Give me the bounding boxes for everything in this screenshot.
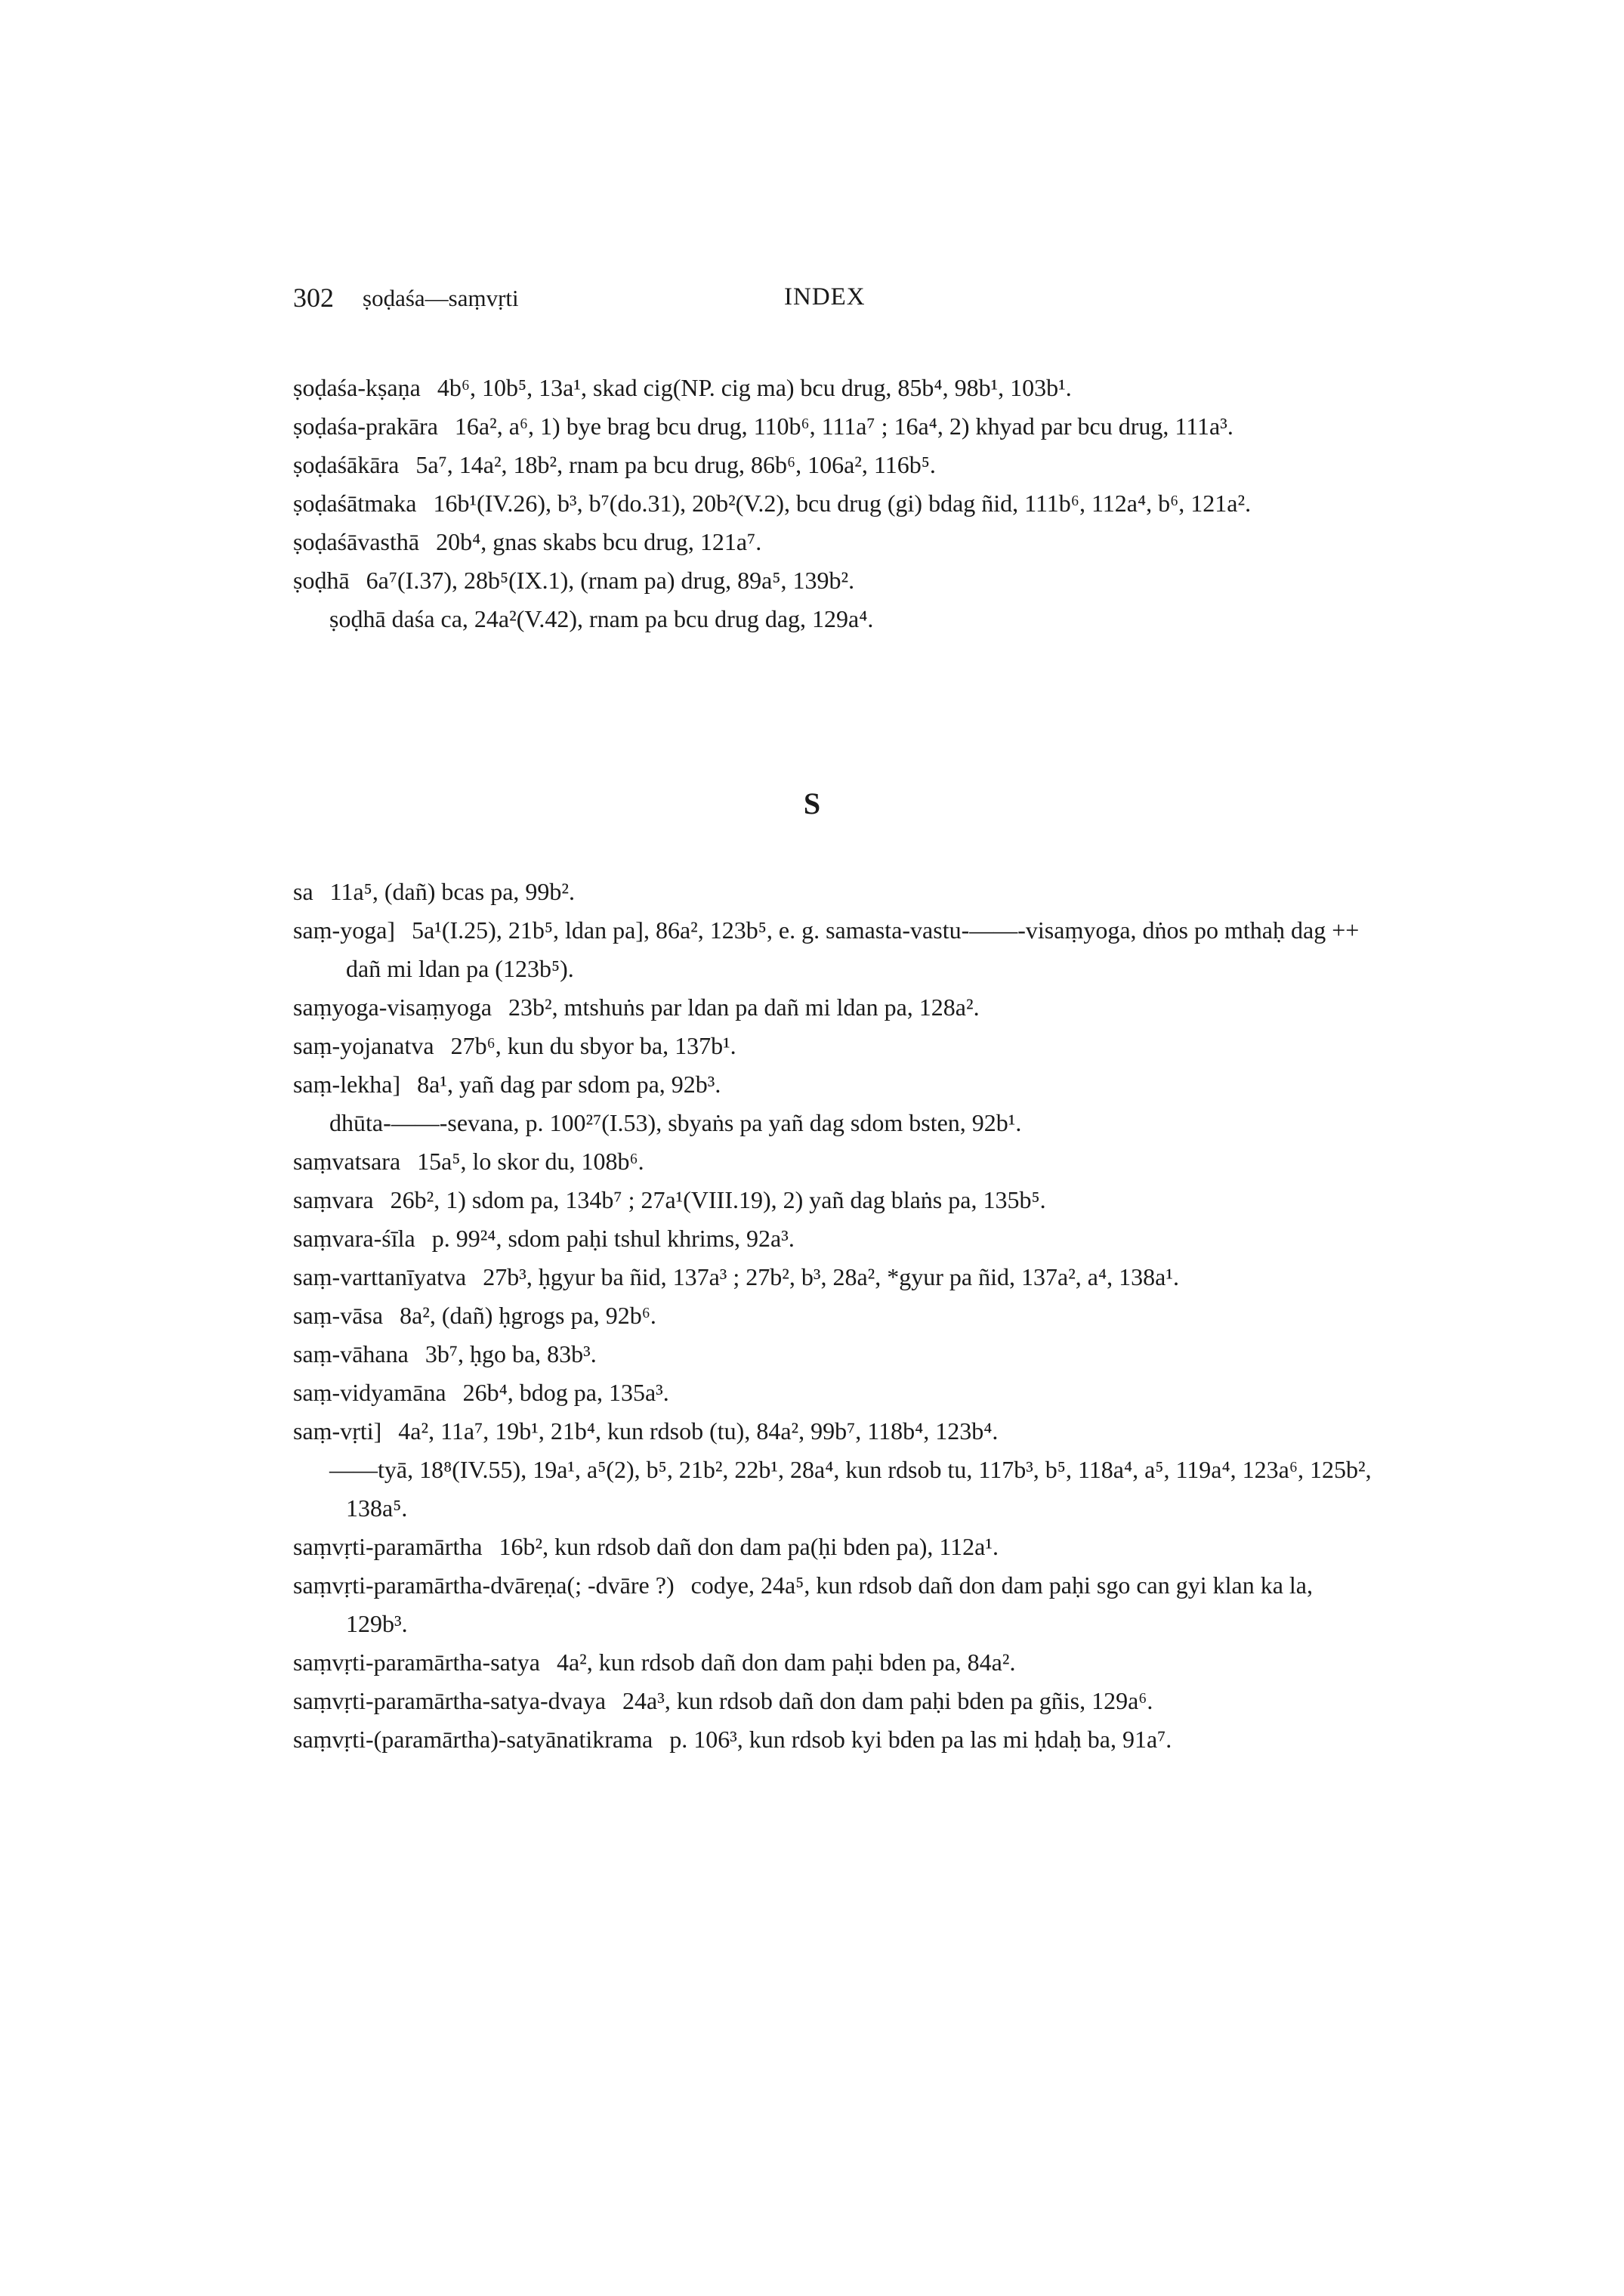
index-entry xyxy=(293,1412,1373,1451)
index-entry xyxy=(293,369,1373,407)
running-header xyxy=(293,282,1366,320)
entry-headword: saṃyoga-visaṃyoga xyxy=(293,993,492,1021)
entry-references: p. 106³, kun rdsob kyi bden pa las mi ḥdaḥ ba, 91a⁷. xyxy=(669,1726,1172,1753)
entry-references: ṣoḍhā daśa ca, 24a²(V.42), rnam pa bcu drug dag, 129a⁴. xyxy=(329,605,874,632)
index-entry xyxy=(293,1142,1373,1181)
entry-references: 26b⁴, bdog pa, 135a³. xyxy=(462,1379,669,1406)
entry-headword: ṣoḍaśātmaka xyxy=(293,490,417,517)
index-entry xyxy=(293,873,1373,911)
index-entry xyxy=(293,523,1373,561)
entry-references: 8a², (dañ) ḥgrogs pa, 92b⁶. xyxy=(400,1302,656,1329)
entry-references: 16a², a⁶, 1) bye brag bcu drug, 110b⁶, 111a⁷ ; 16a⁴, 2) khyad par bcu drug, 111a³. xyxy=(454,413,1233,440)
entry-references: 15a⁵, lo skor du, 108b⁶. xyxy=(417,1148,644,1175)
entry-headword: saṃvṛti-paramārtha-satya-dvaya xyxy=(293,1687,607,1714)
index-entry xyxy=(293,988,1373,1027)
entry-references: dhūta-——-sevana, p. 100²⁷(I.53), sbyaṅs pa yañ dag sdom bsten, 92b¹. xyxy=(329,1109,1022,1136)
section-letter: S xyxy=(803,786,821,820)
entry-headword: saṃ-vāhana xyxy=(293,1340,409,1367)
entry-references: 24a³, kun rdsob dañ don dam paḥi bden pa gñis, 129a⁶. xyxy=(622,1687,1153,1714)
entry-headword: saṃvṛti-paramārtha-dvāreṇa(; -dvāre ?) xyxy=(293,1571,675,1599)
index-entry xyxy=(293,561,1373,600)
entry-references: 27b⁶, kun du sbyor ba, 137b¹. xyxy=(450,1032,736,1059)
entry-references: 23b², mtshuṅs par ldan pa dañ mi ldan pa, 128a². xyxy=(508,993,980,1021)
entry-headword: saṃ-vṛti] xyxy=(293,1417,382,1445)
entry-references: 26b², 1) sdom pa, 134b⁷ ; 27a¹(VIII.19), 2) yañ dag blaṅs pa, 135b⁵. xyxy=(390,1186,1046,1213)
entry-headword: saṃvṛti-(paramārtha)-satyānatikrama xyxy=(293,1726,653,1753)
index-entry xyxy=(293,1219,1373,1258)
index-subentry xyxy=(293,1451,1373,1528)
entry-headword: saṃvatsara xyxy=(293,1148,401,1175)
header-range: ṣoḍaśa—saṃvṛti xyxy=(363,285,519,311)
entry-references: 20b⁴, gnas skabs bcu drug, 121a⁷. xyxy=(436,528,762,555)
entry-references: codye, 24a⁵, kun rdsob dañ don dam paḥi sgo can gyi klan ka la, 129b³. xyxy=(346,1571,1313,1637)
entry-references: 8a¹, yañ dag par sdom pa, 92b³. xyxy=(417,1071,721,1098)
entry-references: p. 99²⁴, sdom paḥi tshul khrims, 92a³. xyxy=(431,1225,795,1252)
entry-headword: saṃ-yojanatva xyxy=(293,1032,434,1059)
entry-headword: ṣoḍaśa-kṣaṇa xyxy=(293,374,421,401)
entry-references: 6a⁷(I.37), 28b⁵(IX.1), (rnam pa) drug, 89a⁵, 139b². xyxy=(366,567,855,594)
index-entry xyxy=(293,911,1373,988)
entry-references: 16b², kun rdsob dañ don dam pa(ḥi bden pa), 112a¹. xyxy=(499,1533,999,1560)
entry-references: 27b³, ḥgyur ba ñid, 137a³ ; 27b², b³, 28a², *gyur pa ñid, 137a², a⁴, 138a¹. xyxy=(483,1263,1179,1290)
entry-references: ——tyā, 18⁸(IV.55), 19a¹, a⁵(2), b⁵, 21b², 22b¹, 28a⁴, kun rdsob tu, 117b³, b⁵, 118a⁴, a⁵, 119a⁴, 123a⁶, 125b², 138a⁵. xyxy=(329,1456,1372,1522)
index-entry xyxy=(293,1720,1373,1759)
index-entry xyxy=(293,1258,1373,1296)
index-entry xyxy=(293,1296,1373,1335)
index-entry xyxy=(293,1566,1373,1643)
entries-section-s xyxy=(293,873,1373,1759)
entry-references: 4b⁶, 10b⁵, 13a¹, skad cig(NP. cig ma) bcu drug, 85b⁴, 98b¹, 103b¹. xyxy=(437,374,1072,401)
entry-headword: ṣoḍaśa-prakāra xyxy=(293,413,438,440)
entry-headword: ṣoḍaśāvasthā xyxy=(293,528,420,555)
index-subentry xyxy=(293,600,1373,638)
index-entry xyxy=(293,484,1373,523)
index-entry xyxy=(293,1027,1373,1065)
index-entry xyxy=(293,1335,1373,1374)
header-title: INDEX xyxy=(784,283,866,311)
index-entry xyxy=(293,1374,1373,1412)
entry-headword: saṃvṛti-paramārtha xyxy=(293,1533,483,1560)
entry-headword: saṃ-lekha] xyxy=(293,1071,401,1098)
entry-headword: saṃ-vāsa xyxy=(293,1302,384,1329)
entry-references: 3b⁷, ḥgo ba, 83b³. xyxy=(425,1340,597,1367)
index-entry xyxy=(293,1643,1373,1682)
entry-headword: saṃvara-śīla xyxy=(293,1225,415,1252)
index-entry xyxy=(293,446,1373,484)
page-number: 302 xyxy=(293,283,334,313)
entry-headword: saṃvara xyxy=(293,1186,374,1213)
index-entry xyxy=(293,1528,1373,1566)
entry-headword: sa xyxy=(293,878,313,905)
entry-headword: saṃvṛti-paramārtha-satya xyxy=(293,1649,540,1676)
entry-headword: saṃ-yoga] xyxy=(293,916,396,944)
index-subentry xyxy=(293,1104,1373,1142)
index-entry xyxy=(293,1682,1373,1720)
entry-references: 5a¹(I.25), 21b⁵, ldan pa], 86a², 123b⁵, e. g. samasta-vastu-——-visaṃyoga, dṅos po mthaḥ dag ++ dañ mi ldan pa (123b⁵). xyxy=(346,916,1360,982)
entry-headword: ṣoḍhā xyxy=(293,567,350,594)
entry-references: 5a⁷, 14a², 18b², rnam pa bcu drug, 86b⁶, 106a², 116b⁵. xyxy=(415,451,936,478)
entry-headword: saṃ-varttanīyatva xyxy=(293,1263,467,1290)
entry-references: 16b¹(IV.26), b³, b⁷(do.31), 20b²(V.2), bcu drug (gi) bdag ñid, 111b⁶, 112a⁴, b⁶, 121a². xyxy=(433,490,1252,517)
entry-references: 4a², 11a⁷, 19b¹, 21b⁴, kun rdsob (tu), 84a², 99b⁷, 118b⁴, 123b⁴. xyxy=(398,1417,999,1445)
entry-references: 11a⁵, (dañ) bcas pa, 99b². xyxy=(329,878,575,905)
index-entry xyxy=(293,407,1373,446)
entries-before-section xyxy=(293,369,1373,638)
index-entry xyxy=(293,1181,1373,1219)
entry-references: 4a², kun rdsob dañ don dam paḥi bden pa, 84a². xyxy=(556,1649,1016,1676)
index-entry xyxy=(293,1065,1373,1104)
entry-headword: ṣoḍaśākāra xyxy=(293,451,400,478)
entry-headword: saṃ-vidyamāna xyxy=(293,1379,446,1406)
